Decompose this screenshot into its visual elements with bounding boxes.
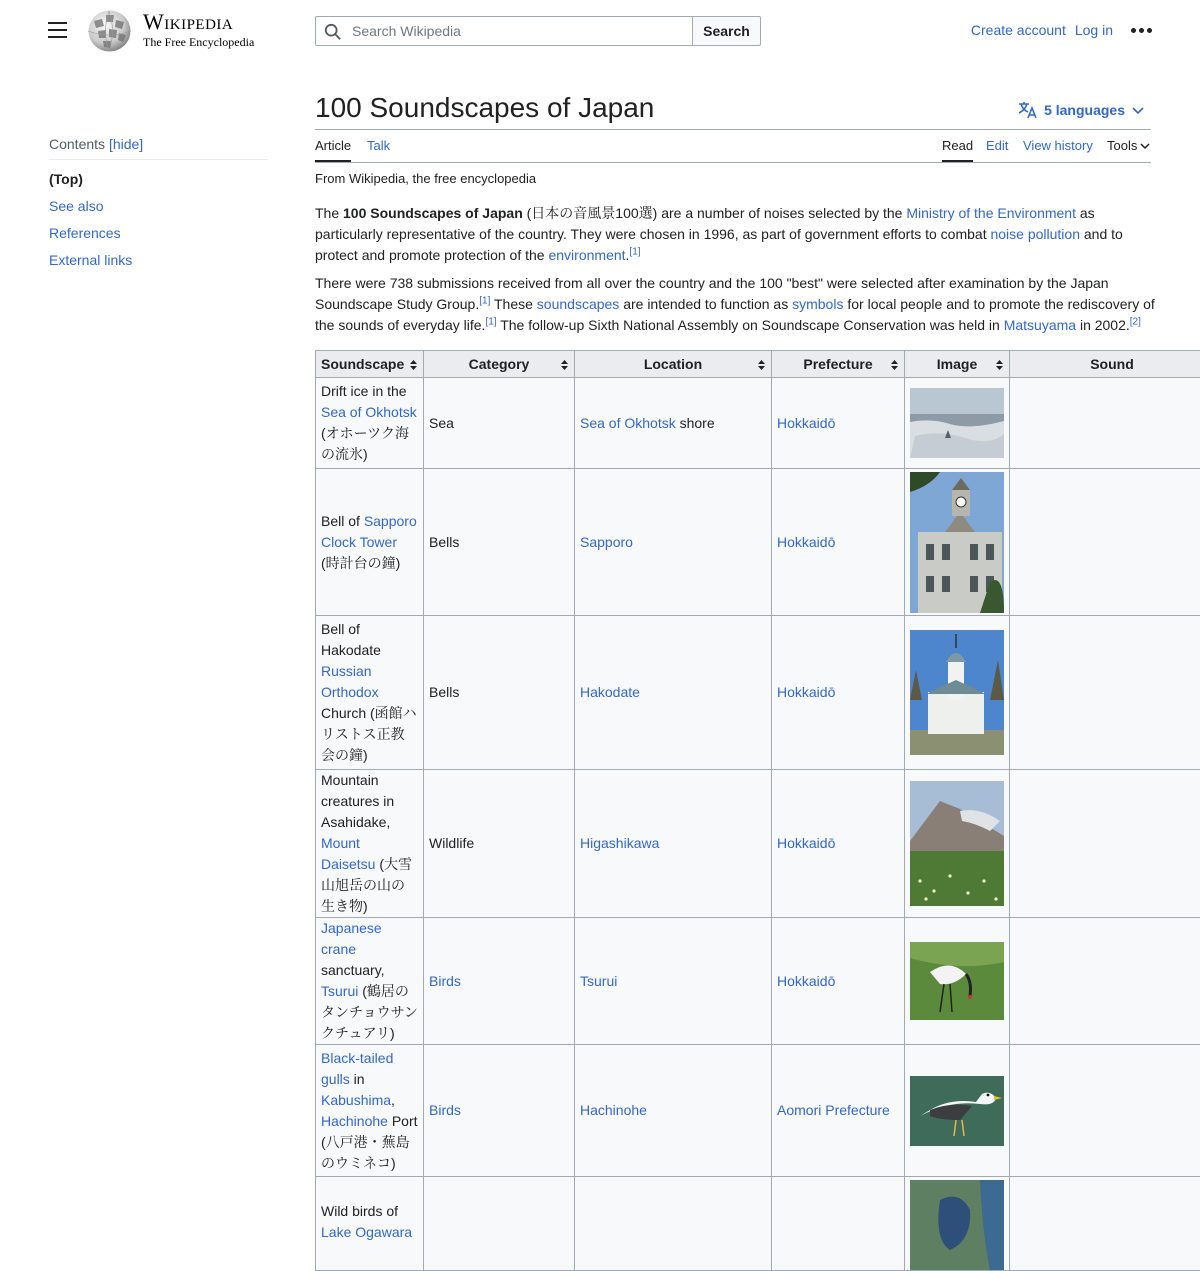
site-subtitle: From Wikipedia, the free encyclopedia xyxy=(315,171,536,186)
tab-view-history[interactable]: View history xyxy=(1023,138,1093,160)
image-cell xyxy=(905,378,1010,469)
table-row xyxy=(316,469,1200,616)
article-subject: 100 Soundscapes of Japan xyxy=(343,205,523,221)
prefecture-link[interactable]: Hokkaidō xyxy=(777,684,835,700)
prefecture-cell xyxy=(772,616,905,770)
location-cell xyxy=(575,1177,772,1271)
toc-item-see-also[interactable]: See also xyxy=(49,198,268,214)
category-cell: Bells xyxy=(424,616,575,770)
table-row xyxy=(316,918,1200,1045)
column-header-category[interactable]: Category xyxy=(424,351,575,378)
image-cell xyxy=(905,770,1010,918)
table-row xyxy=(316,1045,1200,1177)
link-sapporo-clock-tower[interactable]: Sapporo Clock Tower xyxy=(321,513,417,550)
link-matsuyama[interactable]: Matsuyama xyxy=(1004,317,1076,333)
chevron-down-icon xyxy=(1140,142,1150,150)
column-header-prefecture[interactable]: Prefecture xyxy=(772,351,905,378)
languages-label: 5 languages xyxy=(1044,102,1125,118)
search-button[interactable]: Search xyxy=(692,16,761,46)
soundscape-cell: Japanese crane sanctuary, Tsurui (鶴居のタンチョウサンクチュアリ) xyxy=(316,918,424,1045)
soundscape-cell: Mountain creatures in Asahidake, Mount Daisetsu (大雪山旭岳の山の生き物) xyxy=(316,770,424,918)
toc-hide-link[interactable]: [hide] xyxy=(109,136,143,152)
column-header-sound: Sound xyxy=(1010,351,1200,378)
soundscape-cell: Wild birds of Lake Ogawara xyxy=(316,1177,424,1271)
prefecture-cell xyxy=(772,918,905,1045)
image-cell xyxy=(905,469,1010,616)
translate-icon xyxy=(1018,101,1038,119)
search-input[interactable] xyxy=(350,21,680,41)
page-tabs xyxy=(315,131,1151,163)
intro-paragraph-1: The 100 Soundscapes of Japan (日本の音風景100選) are a number of noises selected by the Ministry of the Environment as particularly representative of the country. They were chosen in 1996, as part of government efforts to combat noise pollution and to protect and promote protection of the environment.[1] xyxy=(315,203,1160,266)
image-cell xyxy=(905,1177,1010,1271)
category-link[interactable]: Birds xyxy=(429,1102,461,1118)
tab-read[interactable]: Read xyxy=(942,138,973,162)
location-cell xyxy=(575,770,772,918)
category-cell xyxy=(424,1045,575,1177)
link-noise-pollution[interactable]: noise pollution xyxy=(990,226,1080,242)
sound-cell xyxy=(1010,1177,1200,1271)
link-japanese-crane[interactable]: Japanese crane xyxy=(321,920,382,957)
clock-tower-photo[interactable] xyxy=(910,472,1004,613)
sound-cell xyxy=(1010,918,1200,1045)
soundscape-cell: Black-tailed gulls in Kabushima, Hachinohe Port (八戸港・蕪島のウミネコ) xyxy=(316,1045,424,1177)
logo-tagline: The Free Encyclopedia xyxy=(143,35,254,50)
table-header-row xyxy=(316,351,1200,378)
location-cell xyxy=(575,616,772,770)
reference-link[interactable]: [1] xyxy=(629,246,640,257)
wordmark: Wikipedia xyxy=(143,11,254,33)
image-cell xyxy=(905,616,1010,770)
sound-cell xyxy=(1010,469,1200,616)
link-ministry-of-environment[interactable]: Ministry of the Environment xyxy=(906,205,1076,221)
location-link[interactable]: Hachinohe xyxy=(580,1102,647,1118)
sort-icon[interactable] xyxy=(891,360,898,370)
link-tsurui[interactable]: Tsurui xyxy=(321,983,358,999)
prefecture-cell xyxy=(772,770,905,918)
sound-cell xyxy=(1010,616,1200,770)
sound-cell xyxy=(1010,378,1200,469)
drift-ice-photo[interactable] xyxy=(910,388,1004,458)
prefecture-cell xyxy=(772,378,905,469)
gull-photo[interactable] xyxy=(910,1076,1004,1146)
column-header-soundscape[interactable]: Soundscape xyxy=(316,351,424,378)
table-row xyxy=(316,378,1200,469)
location-link[interactable]: Hakodate xyxy=(580,684,640,700)
main-menu-icon[interactable] xyxy=(48,22,67,38)
toc-title: Contents xyxy=(49,136,105,152)
title-divider xyxy=(315,129,1151,130)
link-black-tailed-gulls[interactable]: Black-tailed gulls xyxy=(321,1050,393,1087)
prefecture-link[interactable]: Hokkaidō xyxy=(777,415,835,431)
image-cell xyxy=(905,1045,1010,1177)
image-cell xyxy=(905,918,1010,1045)
sound-cell xyxy=(1010,770,1200,918)
location-cell xyxy=(575,918,772,1045)
sort-icon[interactable] xyxy=(996,360,1003,370)
link-mount-daisetsu[interactable]: Mount Daisetsu xyxy=(321,835,375,872)
category-cell xyxy=(424,1177,575,1271)
location-link[interactable]: Sapporo xyxy=(580,534,633,550)
tab-talk[interactable]: Talk xyxy=(367,138,390,160)
intro-paragraph-2: There were 738 submissions received from all over the country and the 100 "best" were selected after examination by the Japan Soundscape Study Group.[1] These soundscapes are intended to function as symbols for local people and to promote the rediscovery of the sounds of everyday life.[1] The follow-up Sixth National Assembly on Soundscape Conservation was held in Matsuyama in 2002.[2] xyxy=(315,273,1160,336)
location-link[interactable]: Higashikawa xyxy=(580,835,659,851)
wikipedia-globe-icon xyxy=(86,9,133,52)
soundscape-cell: Drift ice in the Sea of Okhotsk (オホーツク海の流氷) xyxy=(316,378,424,469)
reference-link[interactable]: [1] xyxy=(485,316,496,327)
category-cell: Sea xyxy=(424,378,575,469)
more-options-icon[interactable] xyxy=(1131,28,1152,33)
link-sea-of-okhotsk[interactable]: Sea of Okhotsk xyxy=(321,404,417,420)
sound-cell xyxy=(1010,1045,1200,1177)
sort-icon[interactable] xyxy=(410,360,417,370)
create-account-link[interactable]: Create account xyxy=(971,22,1066,38)
category-cell: Wildlife xyxy=(424,770,575,918)
lake-aerial-photo[interactable] xyxy=(910,1180,1004,1270)
toc-item-references[interactable]: References xyxy=(49,225,268,241)
toc-item-external-links[interactable]: External links xyxy=(49,252,268,268)
prefecture-link[interactable]: Hokkaidō xyxy=(777,835,835,851)
table-row xyxy=(316,1177,1200,1271)
column-header-location[interactable]: Location xyxy=(575,351,772,378)
mountain-photo[interactable] xyxy=(910,781,1004,906)
category-link[interactable]: Birds xyxy=(429,973,461,989)
tools-label: Tools xyxy=(1107,138,1137,153)
crane-photo[interactable] xyxy=(910,942,1004,1020)
prefecture-link[interactable]: Hokkaidō xyxy=(777,973,835,989)
table-of-contents xyxy=(49,136,268,268)
link-kabushima[interactable]: Kabushima xyxy=(321,1092,391,1108)
category-cell xyxy=(424,918,575,1045)
prefecture-link[interactable]: Hokkaidō xyxy=(777,534,835,550)
table-row xyxy=(316,616,1200,770)
table-row xyxy=(316,770,1200,918)
log-in-link[interactable]: Log in xyxy=(1075,22,1113,38)
search-icon xyxy=(324,23,342,41)
link-russian-orthodox[interactable]: Russian Orthodox xyxy=(321,663,379,700)
sort-icon[interactable] xyxy=(758,360,765,370)
tools-dropdown[interactable] xyxy=(1107,138,1150,160)
toc-header xyxy=(49,136,268,160)
location-cell xyxy=(575,469,772,616)
wikipedia-logo[interactable] xyxy=(86,9,254,52)
link-lake-ogawara[interactable]: Lake Ogawara xyxy=(321,1224,412,1240)
prefecture-cell xyxy=(772,1177,905,1271)
user-links xyxy=(962,22,1152,38)
search-box xyxy=(315,16,693,46)
sort-icon[interactable] xyxy=(561,360,568,370)
link-soundscapes[interactable]: soundscapes xyxy=(537,296,620,312)
prefecture-link[interactable]: Aomori Prefecture xyxy=(777,1102,890,1118)
chevron-down-icon xyxy=(1131,105,1145,115)
location-cell xyxy=(575,1045,772,1177)
soundscape-cell: Bell of Sapporo Clock Tower (時計台の鐘) xyxy=(316,469,424,616)
prefecture-cell xyxy=(772,469,905,616)
page-title: 100 Soundscapes of Japan xyxy=(315,92,654,124)
tab-edit[interactable]: Edit xyxy=(986,138,1008,160)
prefecture-cell xyxy=(772,1045,905,1177)
location-link[interactable]: Tsurui xyxy=(580,973,617,989)
link-hachinohe[interactable]: Hachinohe xyxy=(321,1113,388,1129)
category-cell: Bells xyxy=(424,469,575,616)
reference-link[interactable]: [1] xyxy=(479,295,490,306)
soundscape-cell: Bell of Hakodate Russian Orthodox Church (函館ハリストス正教会の鐘) xyxy=(316,616,424,770)
languages-button[interactable] xyxy=(1018,101,1151,119)
toc-item-top[interactable]: (Top) xyxy=(49,171,268,187)
column-header-image[interactable]: Image xyxy=(905,351,1010,378)
location-cell: Sea of Okhotsk shore xyxy=(575,378,772,469)
location-link[interactable]: Sea of Okhotsk xyxy=(580,415,676,431)
soundscapes-table-wrapper xyxy=(315,350,1200,1271)
link-environment[interactable]: environment xyxy=(548,247,625,263)
soundscapes-table xyxy=(315,350,1200,1271)
tab-article[interactable]: Article xyxy=(315,138,351,162)
orthodox-church-photo[interactable] xyxy=(910,630,1004,755)
link-symbols[interactable]: symbols xyxy=(792,296,843,312)
reference-link[interactable]: [2] xyxy=(1130,316,1141,327)
